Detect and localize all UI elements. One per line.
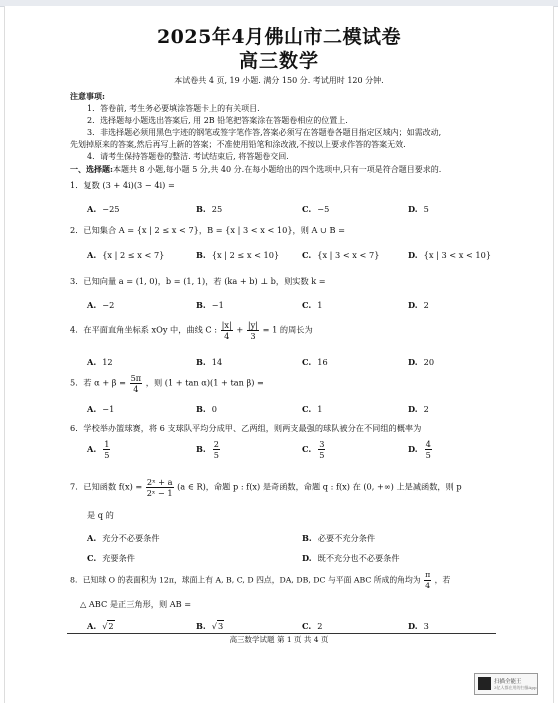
question-3-option-a: A. −2 — [87, 300, 115, 310]
exam-title: 2025年4月佛山市二模试卷 — [156, 26, 402, 48]
page-footer: 高三数学试题 第 1 页 共 4 页 — [229, 635, 329, 644]
question-3-option-b: B. −1 — [196, 300, 224, 310]
question-4-option-d: D. 20 — [408, 357, 435, 367]
question-7-option-d: D. 既不充分也不必要条件 — [302, 553, 400, 563]
question-8-option-d: D. 3 — [408, 621, 429, 631]
exam-info: 本试卷共 4 页, 19 小题. 满分 150 分. 考试用时 120 分钟. — [174, 76, 384, 85]
question-6-option-a: A. $\frac{1}{5}$ — [87, 439, 110, 460]
question-5-option-b: B. 0 — [196, 404, 217, 414]
question-2-option-b: B. {x | 2 ≤ x < 10} — [196, 250, 280, 260]
question-3-option-d: D. 2 — [408, 300, 429, 310]
question-2-stem: 2．已知集合 A = {x | 2 ≤ x < 7}，B = {x | 3 < x < 10}，则 A ∪ B = — [70, 225, 345, 235]
question-6-option-b: B. $\frac{2}{5}$ — [196, 439, 219, 460]
note-3b: 先划掉原来的答案,然后再写上新的答案；不准使用铅笔和涂改液,不按以上要求作答的答案无效. — [70, 140, 406, 149]
section-1-text: 本题共 8 小题,每小题 5 分,共 40 分.在每小题给出的四个选项中,只有一项是符合题目要求的. — [112, 165, 442, 174]
question-7-option-a: A. 充分不必要条件 — [87, 533, 160, 543]
question-5-option-d: D. 2 — [408, 404, 429, 414]
question-4-stem: 4．在平面直角坐标系 xOy 中，曲线 C : $\frac{|x|}{4}$ + $\frac{|y|}{3}$ = 1 的周长为 — [70, 320, 313, 341]
note-4: 4．请考生保持答题卷的整洁. 考试结束后, 将答题卷交回. — [87, 152, 289, 161]
scanner-badge-title: 扫描全能王 — [494, 679, 522, 685]
question-8-option-c: C. 2 — [302, 621, 323, 631]
section-1-title: 一、选择题: — [70, 164, 113, 174]
question-1-option-b: B. 25 — [196, 204, 223, 214]
question-7-stem: 7．已知函数 f(x) = $\frac{\text{2ˣ + a}}{\text{2ˣ − 1}}$ (a ∈ R)，命题 p : f(x) 是奇函数，命题 q : f(x) 在 (0, +∞) 上是减函数，则 p — [70, 477, 462, 498]
question-1-stem: 1．复数 (3 + 4i)(3 − 4i) = — [70, 180, 175, 190]
question-3-option-c: C. 1 — [302, 300, 323, 310]
question-7-option-b: B. 必要不充分条件 — [302, 533, 376, 543]
note-1: 1．答卷前, 考生务必要填涂答题卡上的有关项目. — [87, 104, 260, 113]
question-2-option-d: D. {x | 3 < x < 10} — [408, 250, 492, 260]
question-8-option-a: A. √2 — [87, 621, 114, 631]
qr-code-icon — [478, 677, 491, 690]
question-7-option-c: C. 充要条件 — [87, 553, 135, 563]
question-8-option-b: B. √3 — [196, 621, 224, 631]
question-4-option-b: B. 14 — [196, 357, 223, 367]
question-6-stem: 6．学校举办篮球赛，将 6 支球队平均分成甲、乙两组，则两支最强的球队被分在不同组的概率为 — [70, 423, 422, 433]
question-6-option-c: C. $\frac{3}{5}$ — [302, 439, 325, 460]
fraction-pi-over-4: $\frac{\pi}{4}$ — [425, 570, 431, 590]
question-7-stem-line-2: 是 q 的 — [87, 510, 114, 520]
question-3-stem: 3．已知向量 a = (1, 0)，b = (1, 1)，若 (ka + b) ⊥ b，则实数 k = — [70, 276, 326, 286]
note-3a: 3．非选择题必须用黑色字迹的钢笔或签字笔作答,答案必须写在答题卷各题目指定区域内；如需改动, — [87, 128, 442, 137]
question-5-stem: 5．若 α + β = $\frac{5\pi}{4}$ ，则 (1 + tan α)(1 + tan β) = — [70, 373, 264, 394]
question-8-stem: 8．已知球 O 的表面积为 12π，球面上有 A, B, C, D 四点，DA, DB, DC 与平面 ABC 所成的角均为 $\frac{\pi}{4}$ ，若 — [70, 570, 451, 590]
question-2-option-c: C. {x | 3 < x < 7} — [302, 250, 380, 260]
scanner-badge-subtitle: 3亿人都在用的扫描App — [494, 685, 537, 690]
question-1-option-c: C. −5 — [302, 204, 330, 214]
section-1-heading — [70, 164, 441, 175]
fraction-y-over-3: $\frac{|y|}{3}$ — [247, 320, 259, 341]
question-4-option-a: A. 12 — [87, 357, 113, 367]
fraction-5pi-over-4: $\frac{5\pi}{4}$ — [130, 373, 142, 394]
exam-subject: 高三数学 — [238, 50, 319, 72]
question-4-option-c: C. 16 — [302, 357, 328, 367]
question-1-option-d: D. 5 — [408, 204, 429, 214]
notes-heading: 注意事项: — [70, 91, 105, 101]
question-5-option-a: A. −1 — [87, 404, 115, 414]
question-8-stem-line-2: △ ABC 是正三角形，则 AB = — [80, 599, 192, 609]
question-2-option-a: A. {x | 2 ≤ x < 7} — [87, 250, 165, 260]
fraction-x-over-4: $\frac{|x|}{4}$ — [221, 320, 232, 341]
question-6-option-d: D. $\frac{4}{5}$ — [408, 439, 431, 460]
question-5-option-c: C. 1 — [302, 404, 323, 414]
fraction-function-f: $\frac{\text{2ˣ + a}}{\text{2ˣ − 1}}$ — [146, 477, 173, 498]
scanner-badge — [474, 673, 538, 695]
note-2: 2．选择题每小题选出答案后, 用 2B 铅笔把答案涂在答题卷相应的位置上. — [87, 116, 348, 125]
question-1-option-a: A. −25 — [87, 204, 120, 214]
